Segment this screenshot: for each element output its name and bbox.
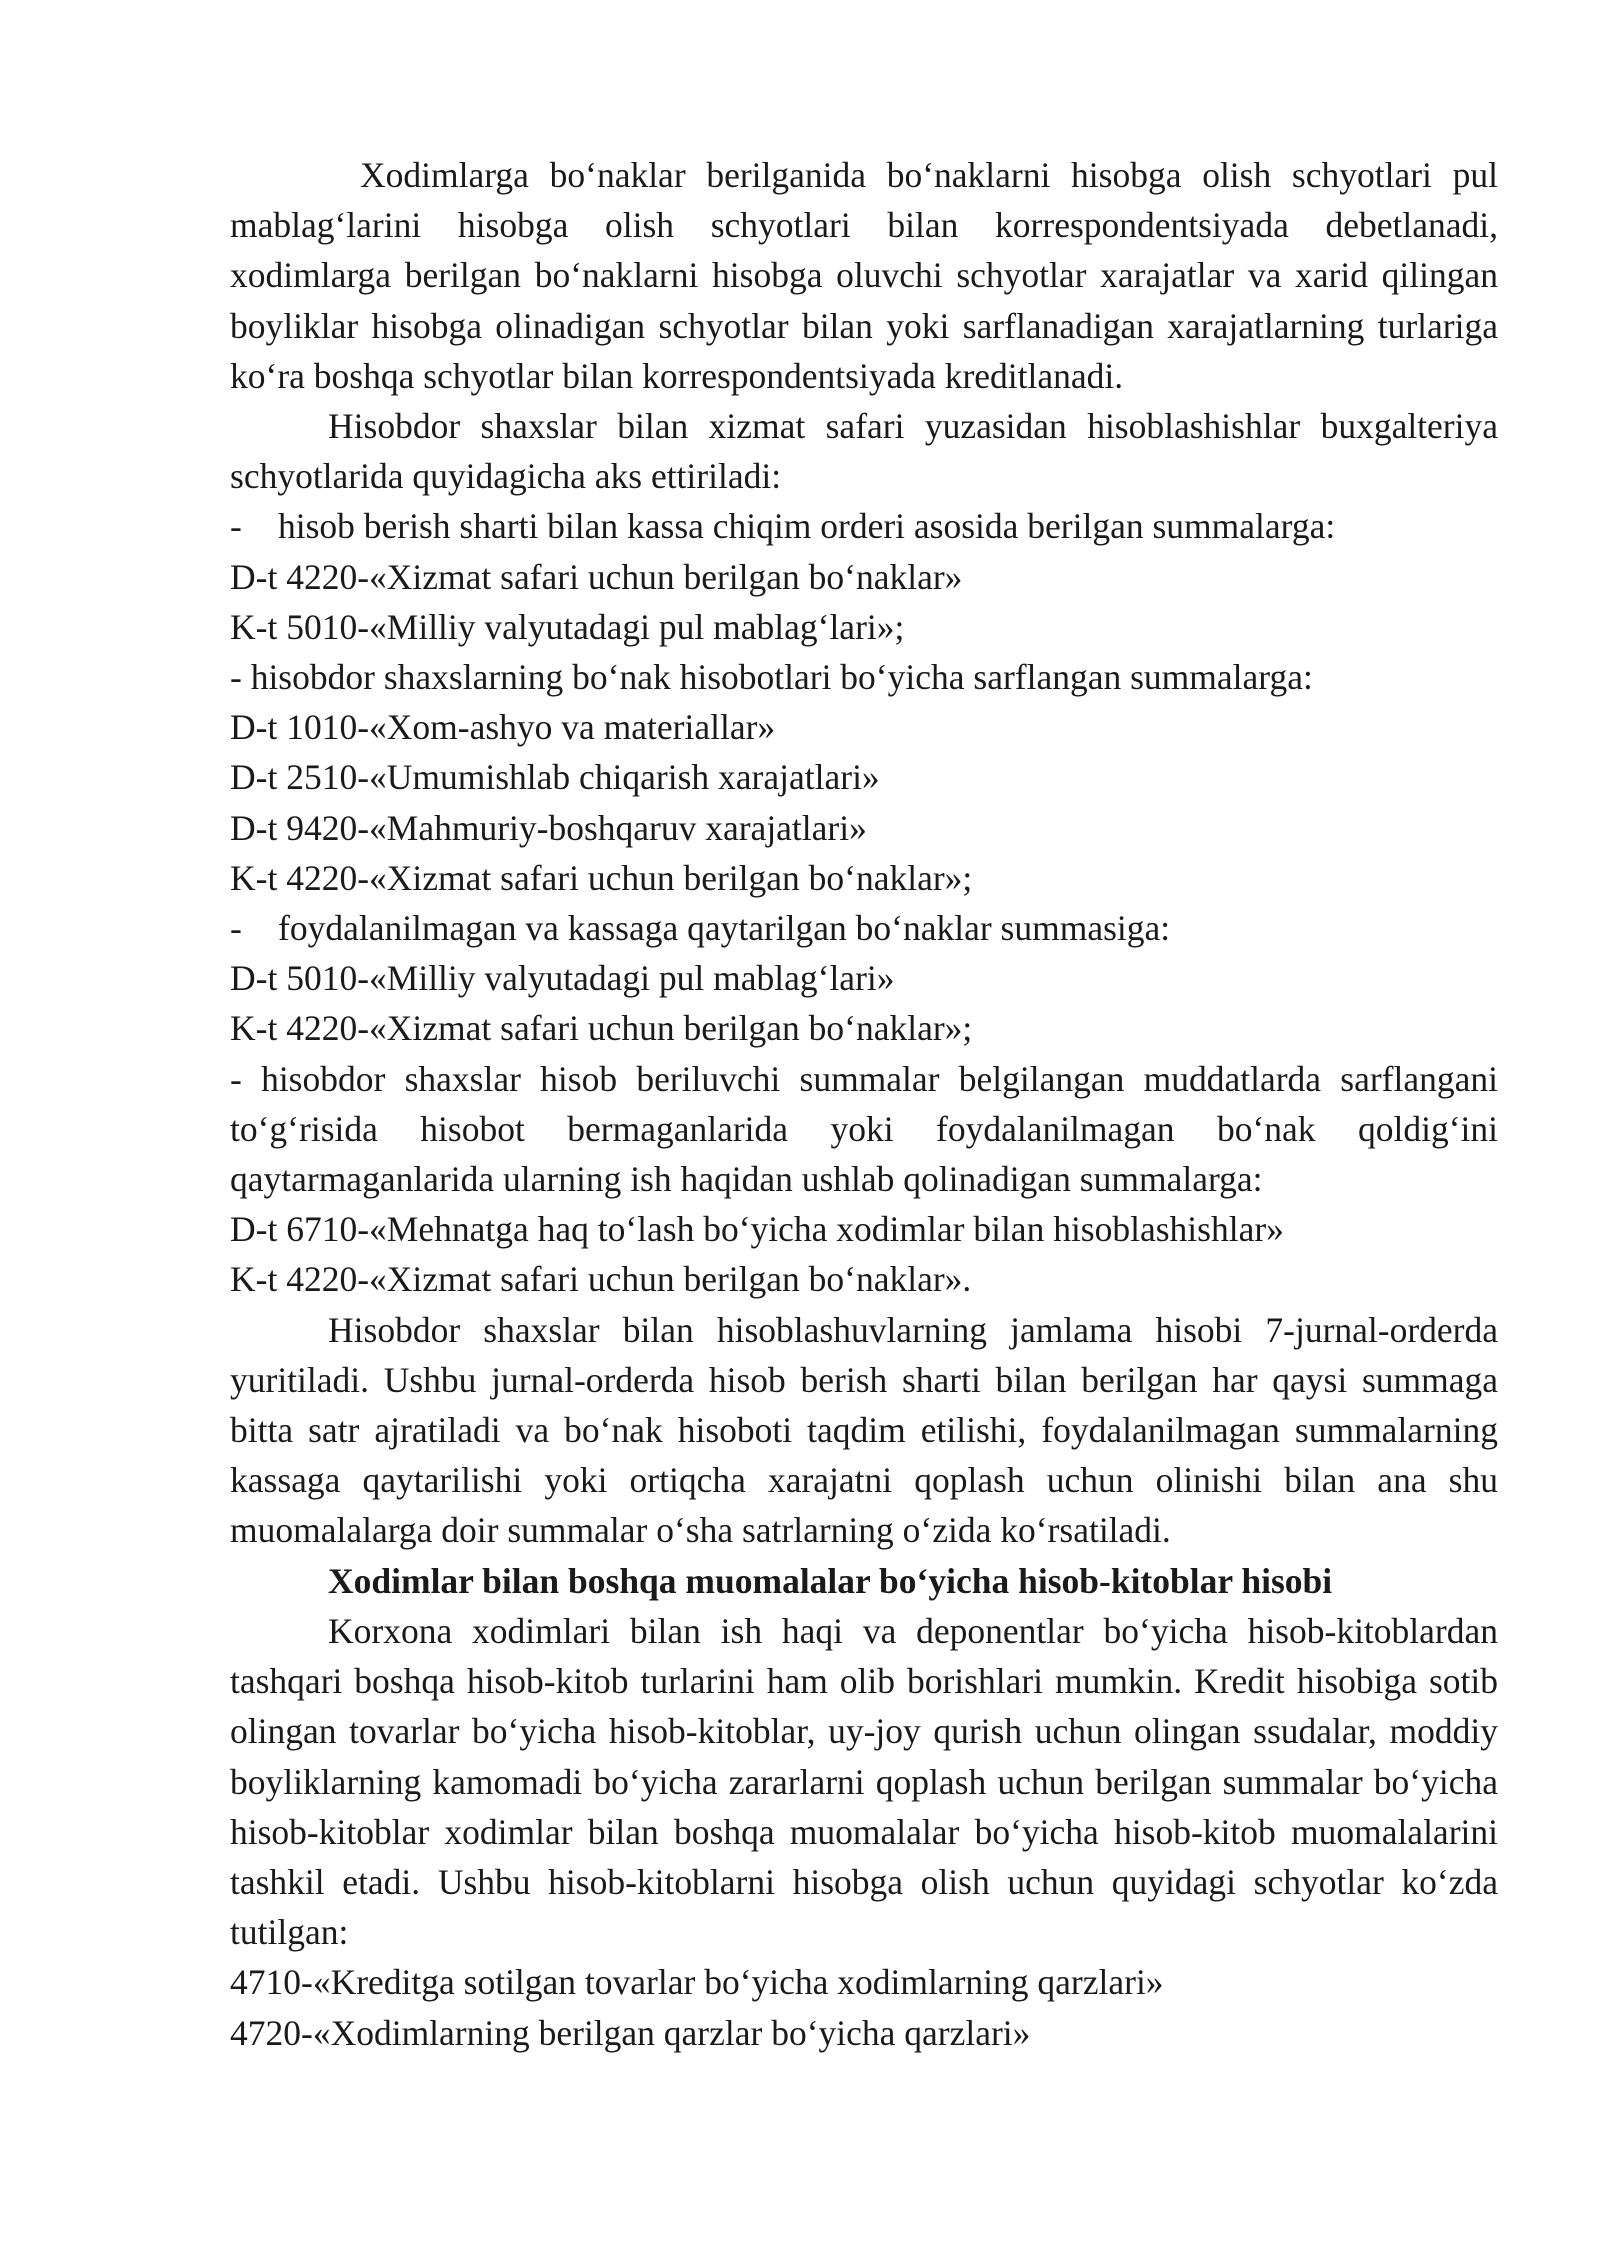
list-dash: - <box>230 506 242 547</box>
list-item-spent-amounts: - hisobdor shaxslarning bo‘nak hisobotlari bo‘yicha sarflangan summalarga: <box>230 657 1313 698</box>
entry-debit-1010: D-t 1010-«Xom-ashyo va materiallar» <box>230 707 776 748</box>
list-item-cash-order <box>230 501 1498 551</box>
entry-debit-5010: D-t 5010-«Milliy valyutadagi pul mablag‘lari» <box>230 958 895 999</box>
entry-credit-5010: K-t 5010-«Milliy valyutadagi pul mablag‘lari»; <box>230 606 905 647</box>
list-item-text: foydalanilmagan va kassaga qaytarilgan bo‘naklar summasiga: <box>278 908 1171 949</box>
list-item-unused-advances <box>230 903 1498 953</box>
list-item-text: hisob berish sharti bilan kassa chiqim orderi asosida berilgan summalarga: <box>278 506 1336 547</box>
entry-debit-2510: D-t 2510-«Umumishlab chiqarish xarajatlari» <box>230 757 880 798</box>
paragraph-advances-accounting: Xodimlarga bo‘naklar berilganida bo‘naklarni hisobga olish schyotlari pul mablag‘larini hisobga olish schyotlari bilan korrespondentsiyada debetlanadi, xodimlarga berilgan bo‘naklarni hisobga oluvchi schyotlar xarajatlar va xarid qilingan boyliklar hisobga olinadigan schyotlar bilan yoki sarflanadigan xarajatlarning turlariga ko‘ra boshqa schyotlar bilan korrespondentsiyada kreditlanadi. <box>230 155 1498 396</box>
entry-credit-4220-2: K-t 4220-«Xizmat safari uchun berilgan bo‘naklar»; <box>230 1008 973 1049</box>
document-page <box>230 150 1498 2058</box>
account-4720: 4720-«Xodimlarning berilgan qarzlar bo‘yicha qarzlari» <box>230 2012 1031 2053</box>
entry-credit-4220-3: K-t 4220-«Xizmat safari uchun berilgan bo‘naklar». <box>230 1259 972 1300</box>
paragraph-journal-order: Hisobdor shaxslar bilan hisoblashuvlarning jamlama hisobi 7-jurnal-orderda yuritiladi. Ushbu jurnal-orderda hisob berish sharti bilan berilgan har qaysi summaga bitta satr ajratiladi va bo‘nak hisoboti taqdim etilishi, foydalanilmagan summalarning kassaga qaytarilishi yoki ortiqcha xarajatni qoplash uchun olinishi bilan ana shu muomalalarga doir summalar o‘sha satrlarning o‘zida ko‘rsatiladi. <box>230 1309 1498 1551</box>
list-item-withheld-amounts: - hisobdor shaxslar hisob beriluvchi summalar belgilangan muddatlarda sarflangani to‘g‘risida hisobot bermaganlarida yoki foydalanilmagan bo‘nak qoldig‘ini qaytarmaganlarida ularning ish haqidan ushlab qolinadigan summalarga: <box>230 1058 1498 1200</box>
paragraph-other-settlements: Korxona xodimlari bilan ish haqi va deponentlar bo‘yicha hisob-kitoblardan tashqari boshqa hisob-kitob turlarini ham olib borishlari mumkin. Kredit hisobiga sotib olingan tovarlar bo‘yicha hisob-kitoblar, uy-joy qurish uchun olingan ssudalar, moddiy boyliklarning kamomadi bo‘yicha zararlarni qoplash uchun berilgan summalar bo‘yicha hisob-kitoblar xodimlar bilan boshqa muomalalar bo‘yicha hisob-kitob muomalalarini tashkil etadi. Ushbu hisob-kitoblarni hisobga olish uchun quyidagi schyotlar ko‘zda tutilgan: <box>230 1610 1498 1953</box>
section-heading: Xodimlar bilan boshqa muomalalar bo‘yicha hisob-kitoblar hisobi <box>328 1560 1333 1601</box>
entry-debit-4220: D-t 4220-«Xizmat safari uchun berilgan bo‘naklar» <box>230 556 963 597</box>
paragraph-accountable-persons: Hisobdor shaxslar bilan xizmat safari yuzasidan hisoblashishlar buxgalteriya schyotlarida quyidagicha aks ettiriladi: <box>230 406 1498 497</box>
entry-credit-4220: K-t 4220-«Xizmat safari uchun berilgan bo‘naklar»; <box>230 857 973 898</box>
entry-debit-9420: D-t 9420-«Mahmuriy-boshqaruv xarajatlari» <box>230 807 867 848</box>
entry-debit-6710: D-t 6710-«Mehnatga haq to‘lash bo‘yicha xodimlar bilan hisoblashishlar» <box>230 1209 1284 1250</box>
account-4710: 4710-«Kreditga sotilgan tovarlar bo‘yicha xodimlarning qarzlari» <box>230 1962 1164 2003</box>
list-dash: - <box>230 908 242 949</box>
